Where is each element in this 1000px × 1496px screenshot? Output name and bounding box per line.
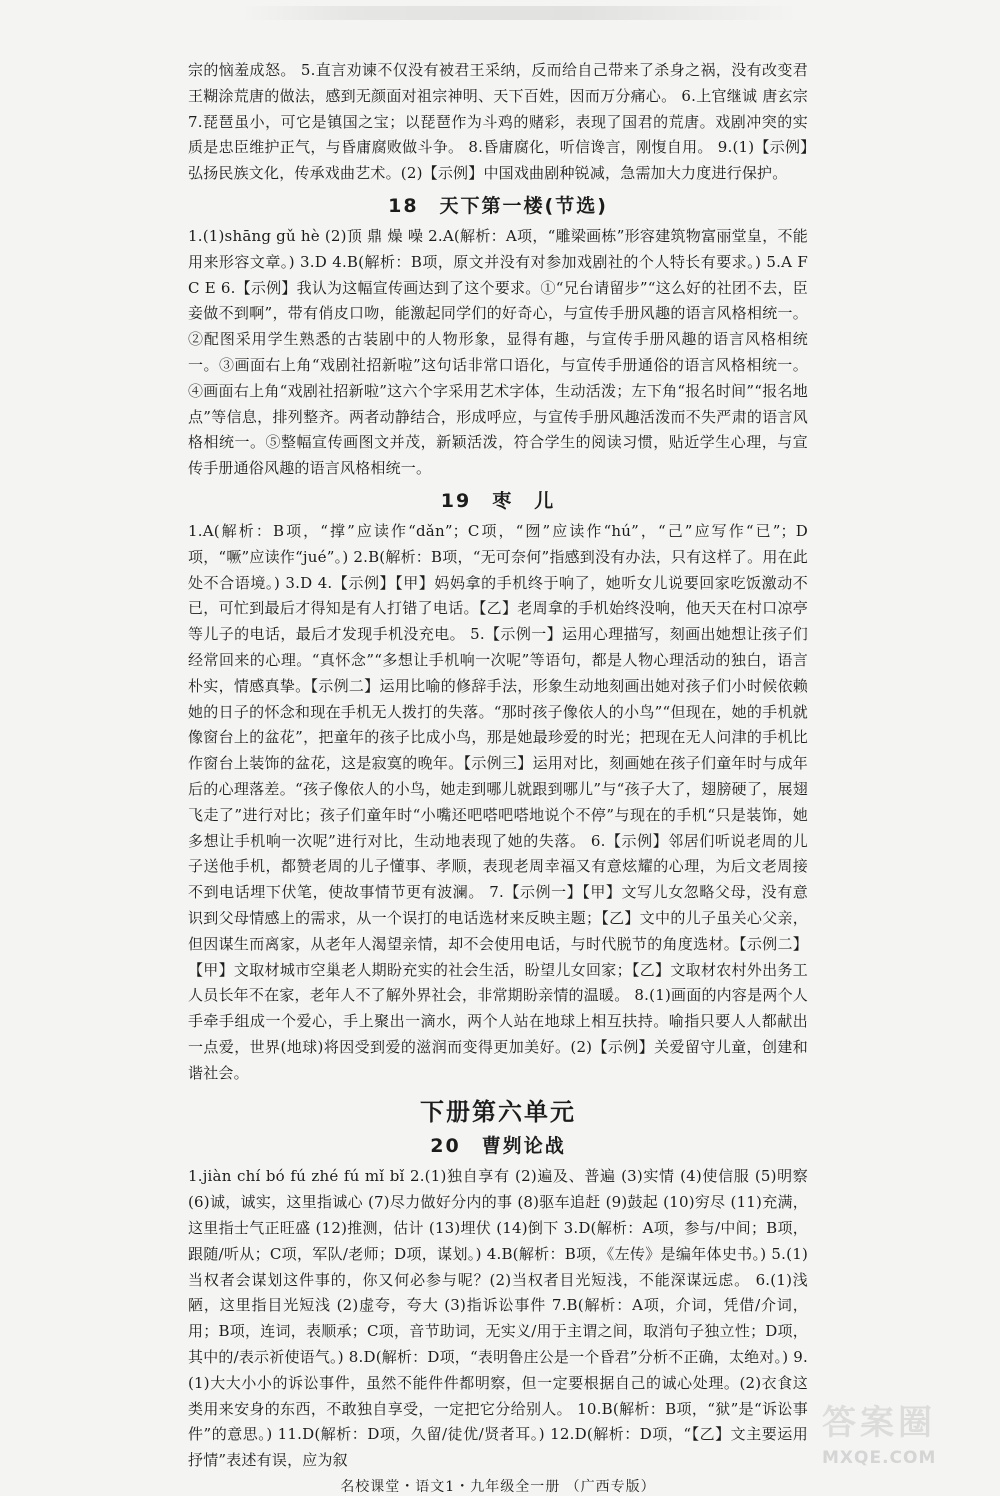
watermark-logo: 答案圈 (822, 1403, 936, 1443)
lesson-18-title: 18 天下第一楼(节选) (388, 194, 608, 217)
lesson-19-title: 19 枣 儿 (440, 489, 556, 512)
lesson-18-answers: 1.(1)shāng gǔ hè (2)顶 鼎 燥 噪 2.A(解析：A项，“雕梁画栋”形容建筑物富丽堂皇，不能用来形容文章。) 3.D 4.B(解析：B项，原文并没有对参加戏剧社的个人特长有要求。) 5.A F C E 6.【示例】我认为这幅宣传画达到了这个要求。①“兄台请留步”“这么好的社团不去，臣妾做不到啊”，带有俏皮口吻，能激起同学们的好奇心，与宣传手册风趣的语言风格相统一。②配图采用学生熟悉的古装剧中的人物形象，显得有趣，与宣传手册风趣的语言风格相统一。③画面右上角“戏剧社招新啦”这句话非常口语化，与宣传手册通俗的语言风格相统一。④画面右上角“戏剧社招新啦”这六个字采用艺术字体，生动活泼；左下角“报名时间”“报名地点”等信息，排列整齐。两者动静结合，形成呼应，与宣传手册风趣活泼而不失严肃的语言风格相统一。⑤整幅宣传画图文并茂，新颖活泼，符合学生的阅读习惯，贴近学生心理，与宣传手册通俗风趣的语言风格相统一。 (188, 226, 808, 478)
unit-title: 下册第六单元 (420, 1098, 576, 1127)
page-footer: 名校课堂・语文1・九年级全一册 （广西专版） (340, 1479, 656, 1496)
site-watermark (822, 1395, 972, 1468)
lesson-19-answers: 1.A(解析：B项，“撑”应读作“dǎn”；C项，“囫”应读作“hú”，“己”应写作“已”；D项，“噘”应读作“jué”。) 2.B(解析：B项，“无可奈何”指感到没有办法，只有这样了。用在此处不合语境。) 3.D 4.【示例】【甲】妈妈拿的手机终于响了，她听女儿说要回家吃饭激动不已，可忙到最后才得知是有人打错了电话。【乙】老周拿的手机始终没响，他天天在村口凉亭等儿子的电话，最后才发现手机没充电。 5.【示例一】运用心理描写，刻画出她想让孩子们经常回来的心理。“真怀念”“多想让手机响一次呢”等语句，都是人物心理活动的独白，语言朴实，情感真挚。【示例二】运用比喻的修辞手法，形象生动地刻画出她对孩子们小时候依赖她的日子的怀念和现在手机无人拨打的失落。“那时孩子像依人的小鸟”“但现在，她的手机就像窗台上的盆花”，把童年的孩子比成小鸟，那是她最珍爱的时光；把现在无人问津的手机比作窗台上装饰的盆花，这是寂寞的晚年。【示例三】运用对比，刻画她在孩子们童年时与成年后的心理落差。“孩子像依人的小鸟，她走到哪儿就跟到哪儿”与“孩子大了，翅膀硬了，展翅飞走了”进行对比；孩子们童年时“小嘴还吧嗒吧嗒地说个不停”与现在的手机“只是装饰，她多想让手机响一次呢”进行对比，生动地表现了她的失落。 6.【示例】邻居们听说老周的儿子送他手机，都赞老周的儿子懂事、孝顺，表现老周幸福又有意炫耀的心理，为后文老周接不到电话埋下伏笔，使故事情节更有波澜。 7.【示例一】【甲】文写儿女忽略父母，没有意识到父母情感上的需求，从一个误打的电话选材来反映主题；【乙】文中的儿子虽关心父亲，但因谋生而离家，从老年人渴望亲情，却不会使用电话，与时代脱节的角度选材。【示例二】【甲】文取材城市空巢老人期盼充实的社会生活，盼望儿女回家；【乙】文取材农村外出务工人员长年不在家，老年人不了解外界社会，非常期盼亲情的温暖。 8.(1)画面的内容是两个人手牵手组成一个爱心，手上聚出一滴水，两个人站在地球上相互扶持。喻指只要人人都献出一点爱，世界(地球)将因受到爱的滋润而变得更加美好。(2)【示例】关爱留守儿童，创建和谐社会。 (188, 521, 808, 1082)
scan-shadow (240, 6, 800, 20)
lesson-20-answers: 1.jiàn chí bó fú zhé fú mǐ bǐ 2.(1)独自享有 (2)遍及、普遍 (3)实情 (4)使信服 (5)明察 (6)诚，诚实，这里指诚心 (7)尽力做好分内的事 (8)驱车追赶 (9)鼓起 (10)穷尽 (11)充满，这里指士气正旺盛 (12)推测，估计 (13)埋伏 (14)倒下 3.D(解析：A项，参与/中间；B项，跟随/听从；C项，军队/老师；D项，谋划。) 4.B(解析：B项，《左传》是编年体史书。) 5.(1)当权者会谋划这件事的，你又何必参与呢？(2)当权者目光短浅，不能深谋远虑。 6.(1)浅陋，这里指目光短浅 (2)虚夸，夸大 (3)指诉讼事件 7.B(解析：A项，介词，凭借/介词，用；B项，连词，表顺承；C项，音节助词，无实义/用于主谓之间，取消句子独立性；D项，其中的/表示祈使语气。) 8.D(解析：D项，“表明鲁庄公是一个昏君”分析不正确，太绝对。) 9.(1)大大小小的诉讼事件，虽然不能件件都明察，但一定要根据自己的诚心处理。(2)衣食这类用来安身的东西，不敢独自享受，一定把它分给别人。 10.B(解析：B项，“狱”是“诉讼事件”的意思。) 11.D(解析：D项，久留/徒优/贤者耳。) 12.D(解析：D项，“【乙】文主要运用抒情”表述有误，应为叙 (188, 1167, 808, 1470)
watermark-url: MXQE.COM (822, 1448, 937, 1468)
lesson-20-title: 20 曹刿论战 (430, 1135, 566, 1158)
answer-page (188, 58, 808, 1496)
intro-answers: 宗的恼羞成怒。 5.直言劝谏不仅没有被君王采纳，反而给自己带来了杀身之祸，没有改变君王糊涂荒唐的做法，感到无颜面对祖宗神明、天下百姓，因而万分痛心。 6.上官继诚 唐玄宗 7.琵琶虽小，可它是镇国之宝；以琵琶作为斗鸡的赌彩，表现了国君的荒唐。戏剧冲突的实质是忠臣维护正气，与昏庸腐败做斗争。 8.昏庸腐化，听信谗言，刚愎自用。 9.(1)【示例】弘扬民族文化，传承戏曲艺术。(2)【示例】中国戏曲剧种锐减，急需加大力度进行保护。 (188, 61, 808, 183)
